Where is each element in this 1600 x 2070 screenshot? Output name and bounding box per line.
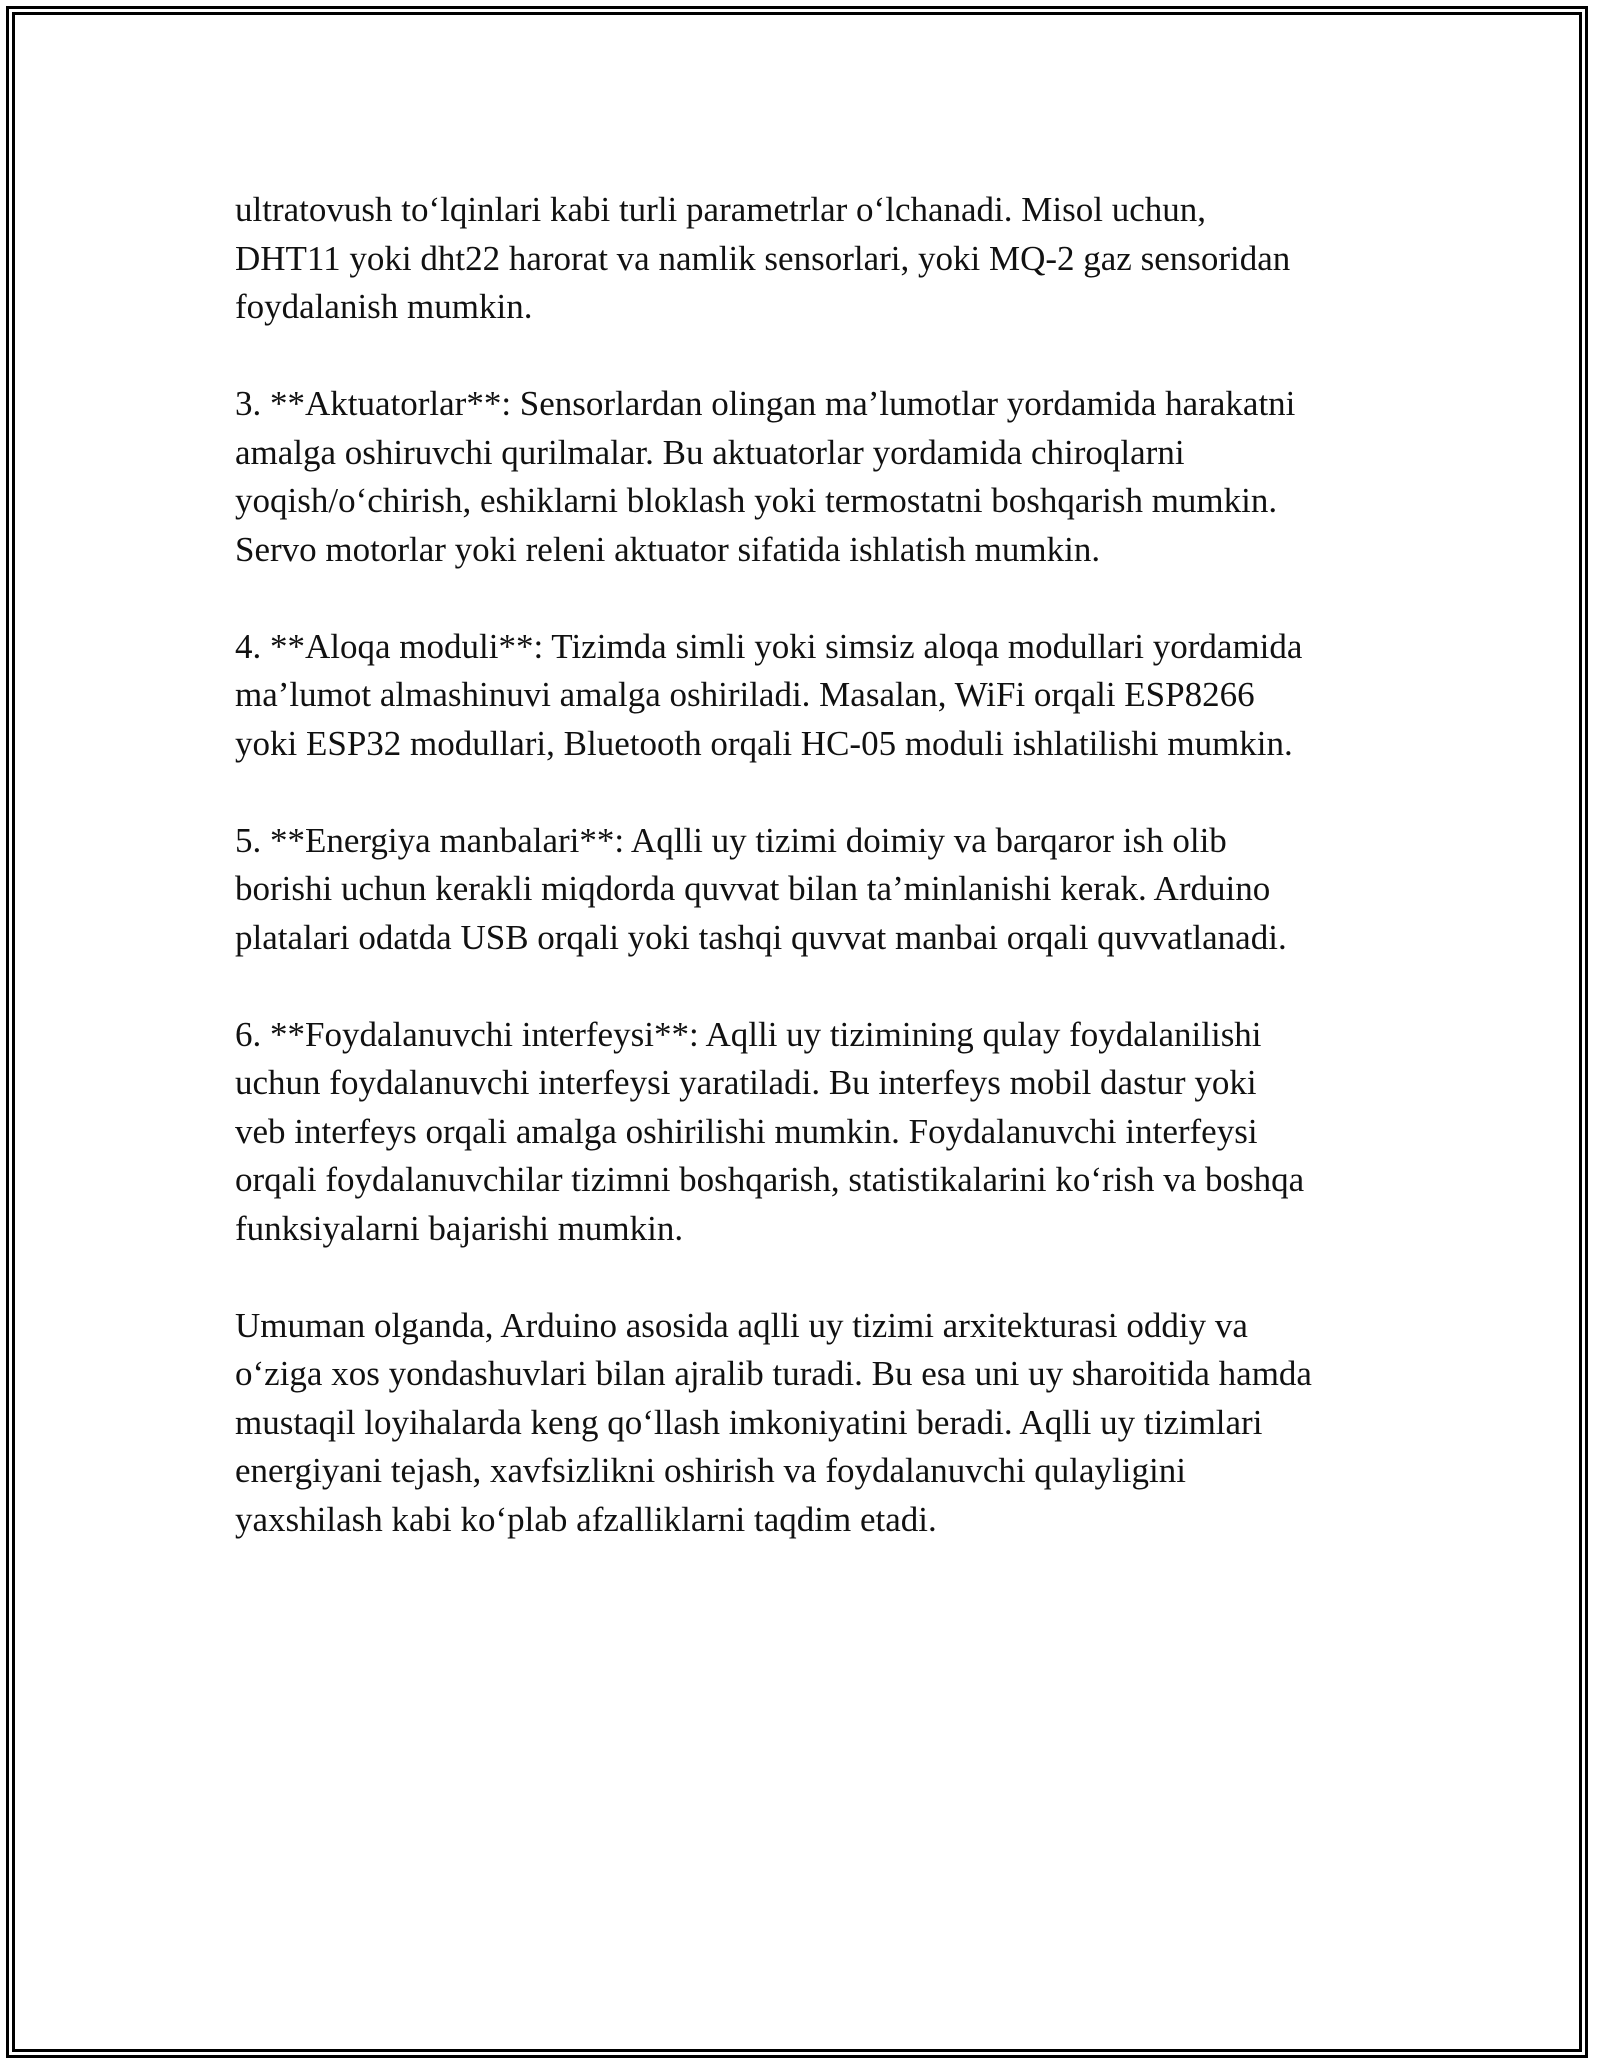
- text-line: ma’lumot almashinuvi amalga oshiriladi. Masalan, WiFi orqali ESP8266: [235, 675, 1255, 714]
- text-line: Servo motorlar yoki releni aktuator sifatida ishlatish mumkin.: [235, 529, 1101, 569]
- text-line: funksiyalarni bajarishi mumkin.: [235, 1208, 684, 1248]
- text-line: energiyani tejash, xavfsizlikni oshirish va foydalanuvchi qulayligini: [235, 1451, 1186, 1490]
- text-line: yoki ESP32 modullari, Bluetooth orqali HC-05 moduli ishlatilishi mumkin.: [235, 723, 1293, 763]
- text-line: 5. **Energiya manbalari**: Aqlli uy tizimi doimiy va barqaror ish olib: [235, 820, 1227, 860]
- text-line: amalga oshiruvchi qurilmalar. Bu aktuatorlar yordamida chiroqlarni: [235, 432, 1185, 472]
- text-line: ultratovush to‘lqinlari kabi turli parametrlar o‘lchanadi. Misol uchun,: [235, 190, 1206, 229]
- paragraph-conclusion: [235, 1302, 1385, 1545]
- text-line: 4. **Aloqa moduli**: Tizimda simli yoki simsiz aloqa modullari yordamida: [235, 626, 1303, 666]
- paragraph-communication-module: [235, 623, 1385, 769]
- text-line: uchun foydalanuvchi interfeysi yaratiladi. Bu interfeys mobil dastur yoki: [235, 1063, 1257, 1102]
- text-line: borishi uchun kerakli miqdorda quvvat bilan ta’minlanishi kerak. Arduino: [235, 869, 1271, 908]
- text-line: 3. **Aktuatorlar**: Sensorlardan olingan ma’lumotlar yordamida harakatni: [235, 384, 1296, 423]
- text-line: mustaqil loyihalarda keng qo‘llash imkoniyatini beradi. Aqlli uy tizimlari: [235, 1402, 1263, 1442]
- paragraph-sensors-continued: [235, 186, 1385, 332]
- paragraph-actuators: [235, 380, 1385, 574]
- text-line: DHT11 yoki dht22 harorat va namlik sensorlari, yoki MQ-2 gaz sensoridan: [235, 238, 1291, 278]
- text-line: 6. **Foydalanuvchi interfeysi**: Aqlli uy tizimining qulay foydalanilishi: [235, 1014, 1262, 1054]
- text-line: yoqish/o‘chirish, eshiklarni bloklash yoki termostatni boshqarish mumkin.: [235, 481, 1278, 520]
- paragraph-energy-sources: [235, 817, 1385, 963]
- text-line: yaxshilash kabi ko‘plab afzalliklarni taqdim etadi.: [235, 1499, 937, 1539]
- text-line: veb interfeys orqali amalga oshirilishi mumkin. Foydalanuvchi interfeysi: [235, 1111, 1258, 1151]
- text-line: orqali foydalanuvchilar tizimni boshqarish, statistikalarini ko‘rish va boshqa: [235, 1160, 1305, 1199]
- text-line: foydalanish mumkin.: [235, 287, 533, 326]
- paragraph-user-interface: [235, 1011, 1385, 1254]
- text-line: o‘ziga xos yondashuvlari bilan ajralib turadi. Bu esa uni uy sharoitida hamda: [235, 1354, 1312, 1393]
- text-line: Umuman olganda, Arduino asosida aqlli uy tizimi arxitekturasi oddiy va: [235, 1305, 1248, 1345]
- document-body: [235, 186, 1385, 1593]
- text-line: platalari odatda USB orqali yoki tashqi quvvat manbai orqali quvvatlanadi.: [235, 917, 1287, 957]
